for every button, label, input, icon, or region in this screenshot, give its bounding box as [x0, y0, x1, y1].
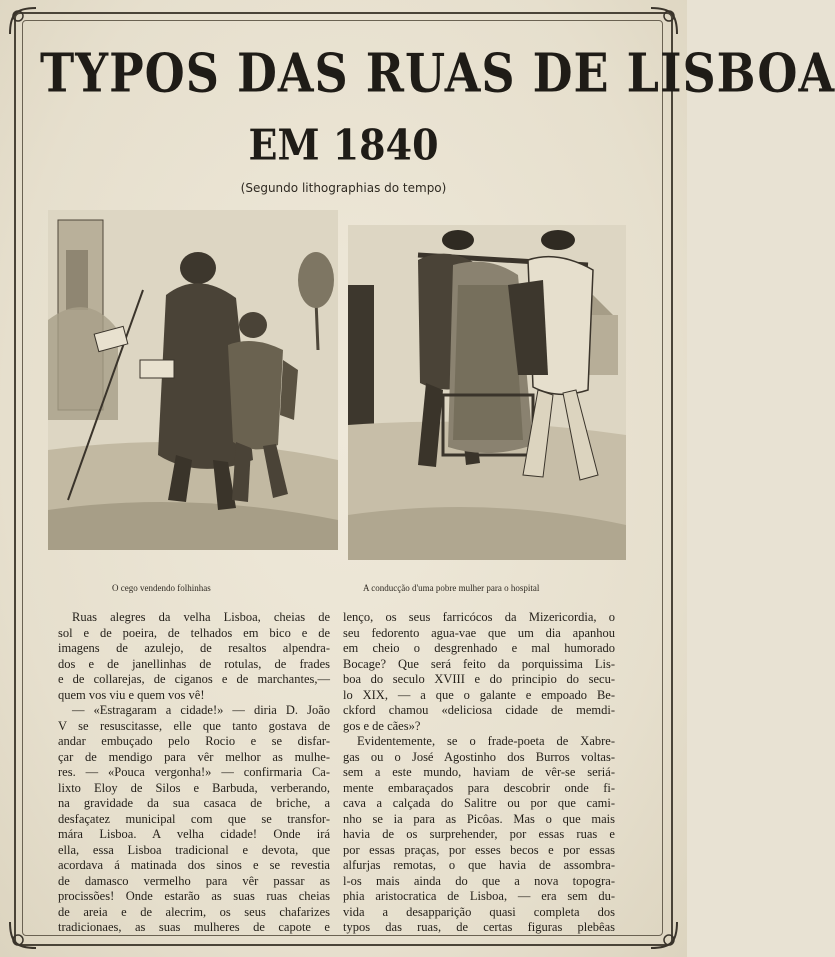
illustration-blind-man-drawing	[48, 210, 338, 550]
article-line: çar de mendigo para vêr melhor as mulhe-	[58, 749, 330, 764]
article-line: dos e de janellinhas de rotulas, de frades	[58, 656, 330, 671]
article-line: typos das ruas, de certas figuras plebêas	[343, 920, 615, 934]
article-line: lixto Eloy de Silos e Barbuda, verberando,	[58, 780, 330, 795]
article-line: nho se ia para as Picôas. Mas o que mais	[343, 811, 615, 826]
page-title-year: EM 1840	[248, 120, 439, 170]
article-line: boa do seculo XVIII e do principio do secu-	[343, 672, 615, 686]
article-line: andar embuçado pelo Rocio e se disfar-	[58, 734, 330, 748]
article-line: em cheio o desgrenhado e mal humorado	[343, 641, 615, 655]
article-line: ella, essa Lisboa tradicional e devota, que	[58, 842, 330, 857]
illustration-blind-man	[48, 210, 338, 550]
article-line: vida a desapparição quasi completa dos	[343, 904, 615, 919]
article-line: sol e de poeira, de telhados em bico e de	[58, 625, 330, 640]
article-line: mára Lisboa. A velha cidade! Onde irá	[58, 827, 330, 841]
article-line: res. — «Pouca vergonha!» — confirmaria Ca-	[58, 765, 330, 779]
corner-ornament-bottom-left	[6, 918, 40, 952]
article-line: l-os mais ainda do que a nova topogra-	[343, 873, 615, 888]
article-line: gos e de cães»?	[343, 718, 421, 733]
article-line: mente embaraçados para descobrir onde fi-	[343, 780, 615, 795]
article-line: Ruas alegres da velha Lisboa, cheias de	[72, 610, 330, 624]
article-line: tradicionaes, as suas mulheres de capote e	[58, 920, 330, 934]
corner-ornament-bottom-right	[647, 918, 681, 952]
illustration-hospital-conveyance	[348, 225, 626, 560]
article-line: havia de os surprehender, por essas ruas e	[343, 827, 615, 841]
article-line: de damasco vermelho para vêr passar as	[58, 873, 330, 888]
page-subtitle: (Segundo lithographias do tempo)	[240, 181, 447, 195]
article-line: — «Estragaram a cidade!» — diria D. João	[72, 703, 330, 717]
article-line: lo XIX, — a que o galante e empoado Be-	[343, 687, 615, 702]
article-line: cava a calçada do Salitre ou por que cami-	[343, 796, 615, 810]
article-line: Bocage? Que será feito da porquissima Lis-	[343, 656, 615, 671]
article-line: na gravidade da sua casaca de briche, a	[58, 796, 330, 810]
caption-blind-man: O cego vendendo folhinhas	[112, 583, 211, 593]
article-line: sem a este mundo, haviam de vêr-se seriá-	[343, 765, 615, 779]
article-column-left	[58, 610, 330, 936]
article-line: ckford chamou «deliciosa cidade de memdi-	[343, 703, 615, 717]
article-line: Evidentemente, se o frade-poeta de Xabre-	[357, 734, 615, 748]
article-line: de areia e de alecrim, os seus chafarizes	[58, 904, 330, 919]
corner-ornament-top-left	[6, 4, 40, 38]
article-line: alfurjas remotas, o que havia de assombra-	[343, 858, 615, 872]
article-line: imagens de azulejo, de resaltos alpendra-	[58, 641, 330, 655]
article-line: V se resuscitasse, elle que tanto gostava de	[58, 718, 330, 733]
article-line: desfaçatez municipal com que se transfor-	[58, 811, 330, 826]
article-line: por essas praças, por esses becos e por essas	[343, 842, 615, 857]
page-title: TYPOS DAS RUAS DE LISBOA	[40, 42, 835, 105]
caption-hospital: A conducção d'uma pobre mulher para o hospital	[363, 583, 540, 593]
article-column-right	[343, 610, 615, 936]
article-line: e de collarejas, de ciganos e de marchantes,—	[58, 672, 330, 686]
article-line: acordava á matinada dos sinos e se revestia	[58, 858, 330, 872]
corner-ornament-top-right	[647, 4, 681, 38]
article-line: procissões! Onde estarão as suas ruas cheias	[58, 889, 330, 903]
illustration-hospital-drawing	[348, 225, 626, 560]
article-line: quem vos viu e quem vos vê!	[58, 687, 205, 702]
article-line: phia aristocratica de Lisboa, — era sem du-	[343, 889, 615, 903]
article-line: seu fedorento agua-vae que um dia apanhou	[343, 625, 615, 640]
article-line: gas ou o José Agostinho dos Burros voltas-	[343, 749, 615, 764]
article-line: lenço, os seus farricócos da Mizericordia, o	[343, 610, 615, 624]
